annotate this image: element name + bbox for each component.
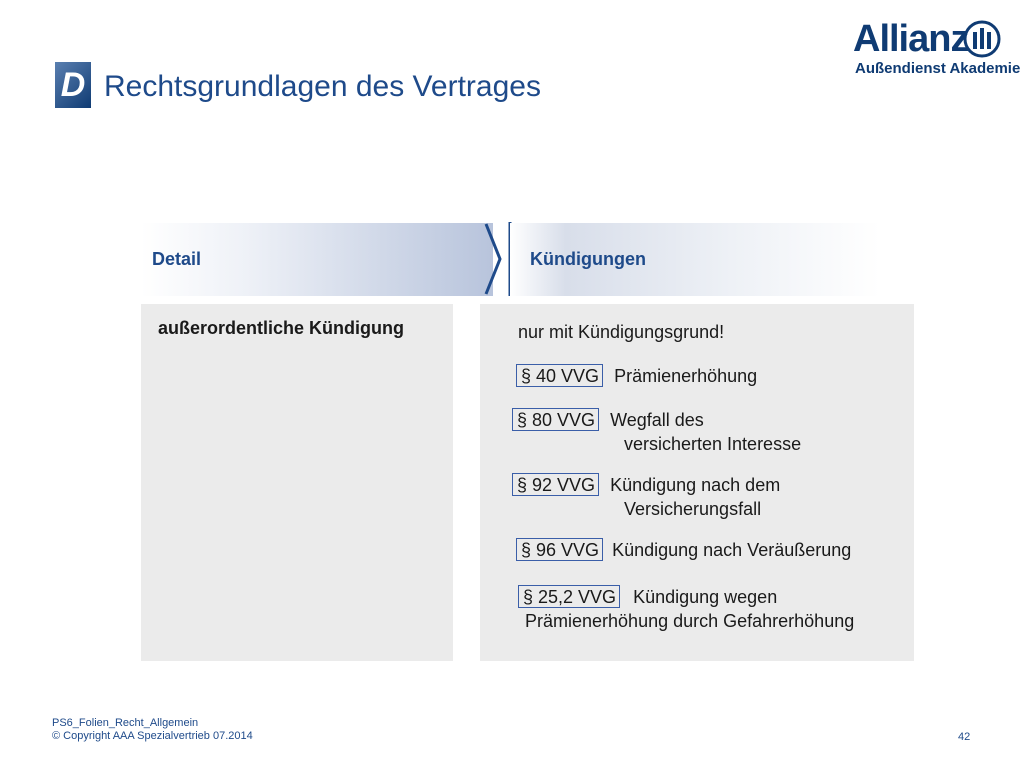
list-item-text-continued: versicherten Interesse: [624, 434, 802, 454]
left-panel-title: außerordentliche Kündigung: [158, 318, 404, 338]
left-content-panel: [141, 304, 453, 661]
footer-file-name: PS6_Folien_Recht_Allgemein: [52, 717, 199, 729]
allianz-eagle-icon: [963, 20, 1001, 58]
list-item: [512, 473, 780, 497]
page-number: 42: [958, 731, 971, 743]
list-item-text-continued: Versicherungsfall: [624, 499, 762, 519]
section-badge: D: [55, 62, 91, 108]
list-item-text: Prämienerhöhung: [614, 366, 758, 386]
footer-copyright: © Copyright AAA Spezialvertrieb 07.2014: [52, 730, 253, 742]
right-panel-intro: nur mit Kündigungsgrund!: [518, 322, 725, 342]
paragraph-reference: § 96 VVG: [516, 538, 603, 561]
paragraph-reference: § 80 VVG: [512, 408, 599, 431]
allianz-logo-subtitle: Außendienst Akademie: [855, 60, 1021, 77]
list-item: [516, 364, 757, 388]
list-item-text: Kündigung nach dem: [610, 475, 781, 495]
list-item: [518, 585, 777, 609]
list-item: [512, 408, 704, 432]
paragraph-reference: § 25,2 VVG: [518, 585, 620, 608]
paragraph-reference: § 40 VVG: [516, 364, 603, 387]
list-item-text: Kündigung nach Veräußerung: [612, 540, 852, 560]
allianz-logo-wordmark: Allianz: [853, 18, 969, 60]
paragraph-reference: § 92 VVG: [512, 473, 599, 496]
process-step-detail-label: Detail: [152, 249, 202, 269]
footer: [52, 717, 253, 743]
list-item-text: Wegfall des: [610, 410, 704, 430]
list-item: [516, 538, 851, 562]
list-item-text-continued: Prämienerhöhung durch Gefahrerhöhung: [525, 611, 855, 631]
process-step-kuendigungen-label: Kündigungen: [530, 249, 646, 269]
page-title: Rechtsgrundlagen des Vertrages: [104, 70, 541, 103]
list-item-text: Kündigung wegen: [633, 587, 778, 607]
